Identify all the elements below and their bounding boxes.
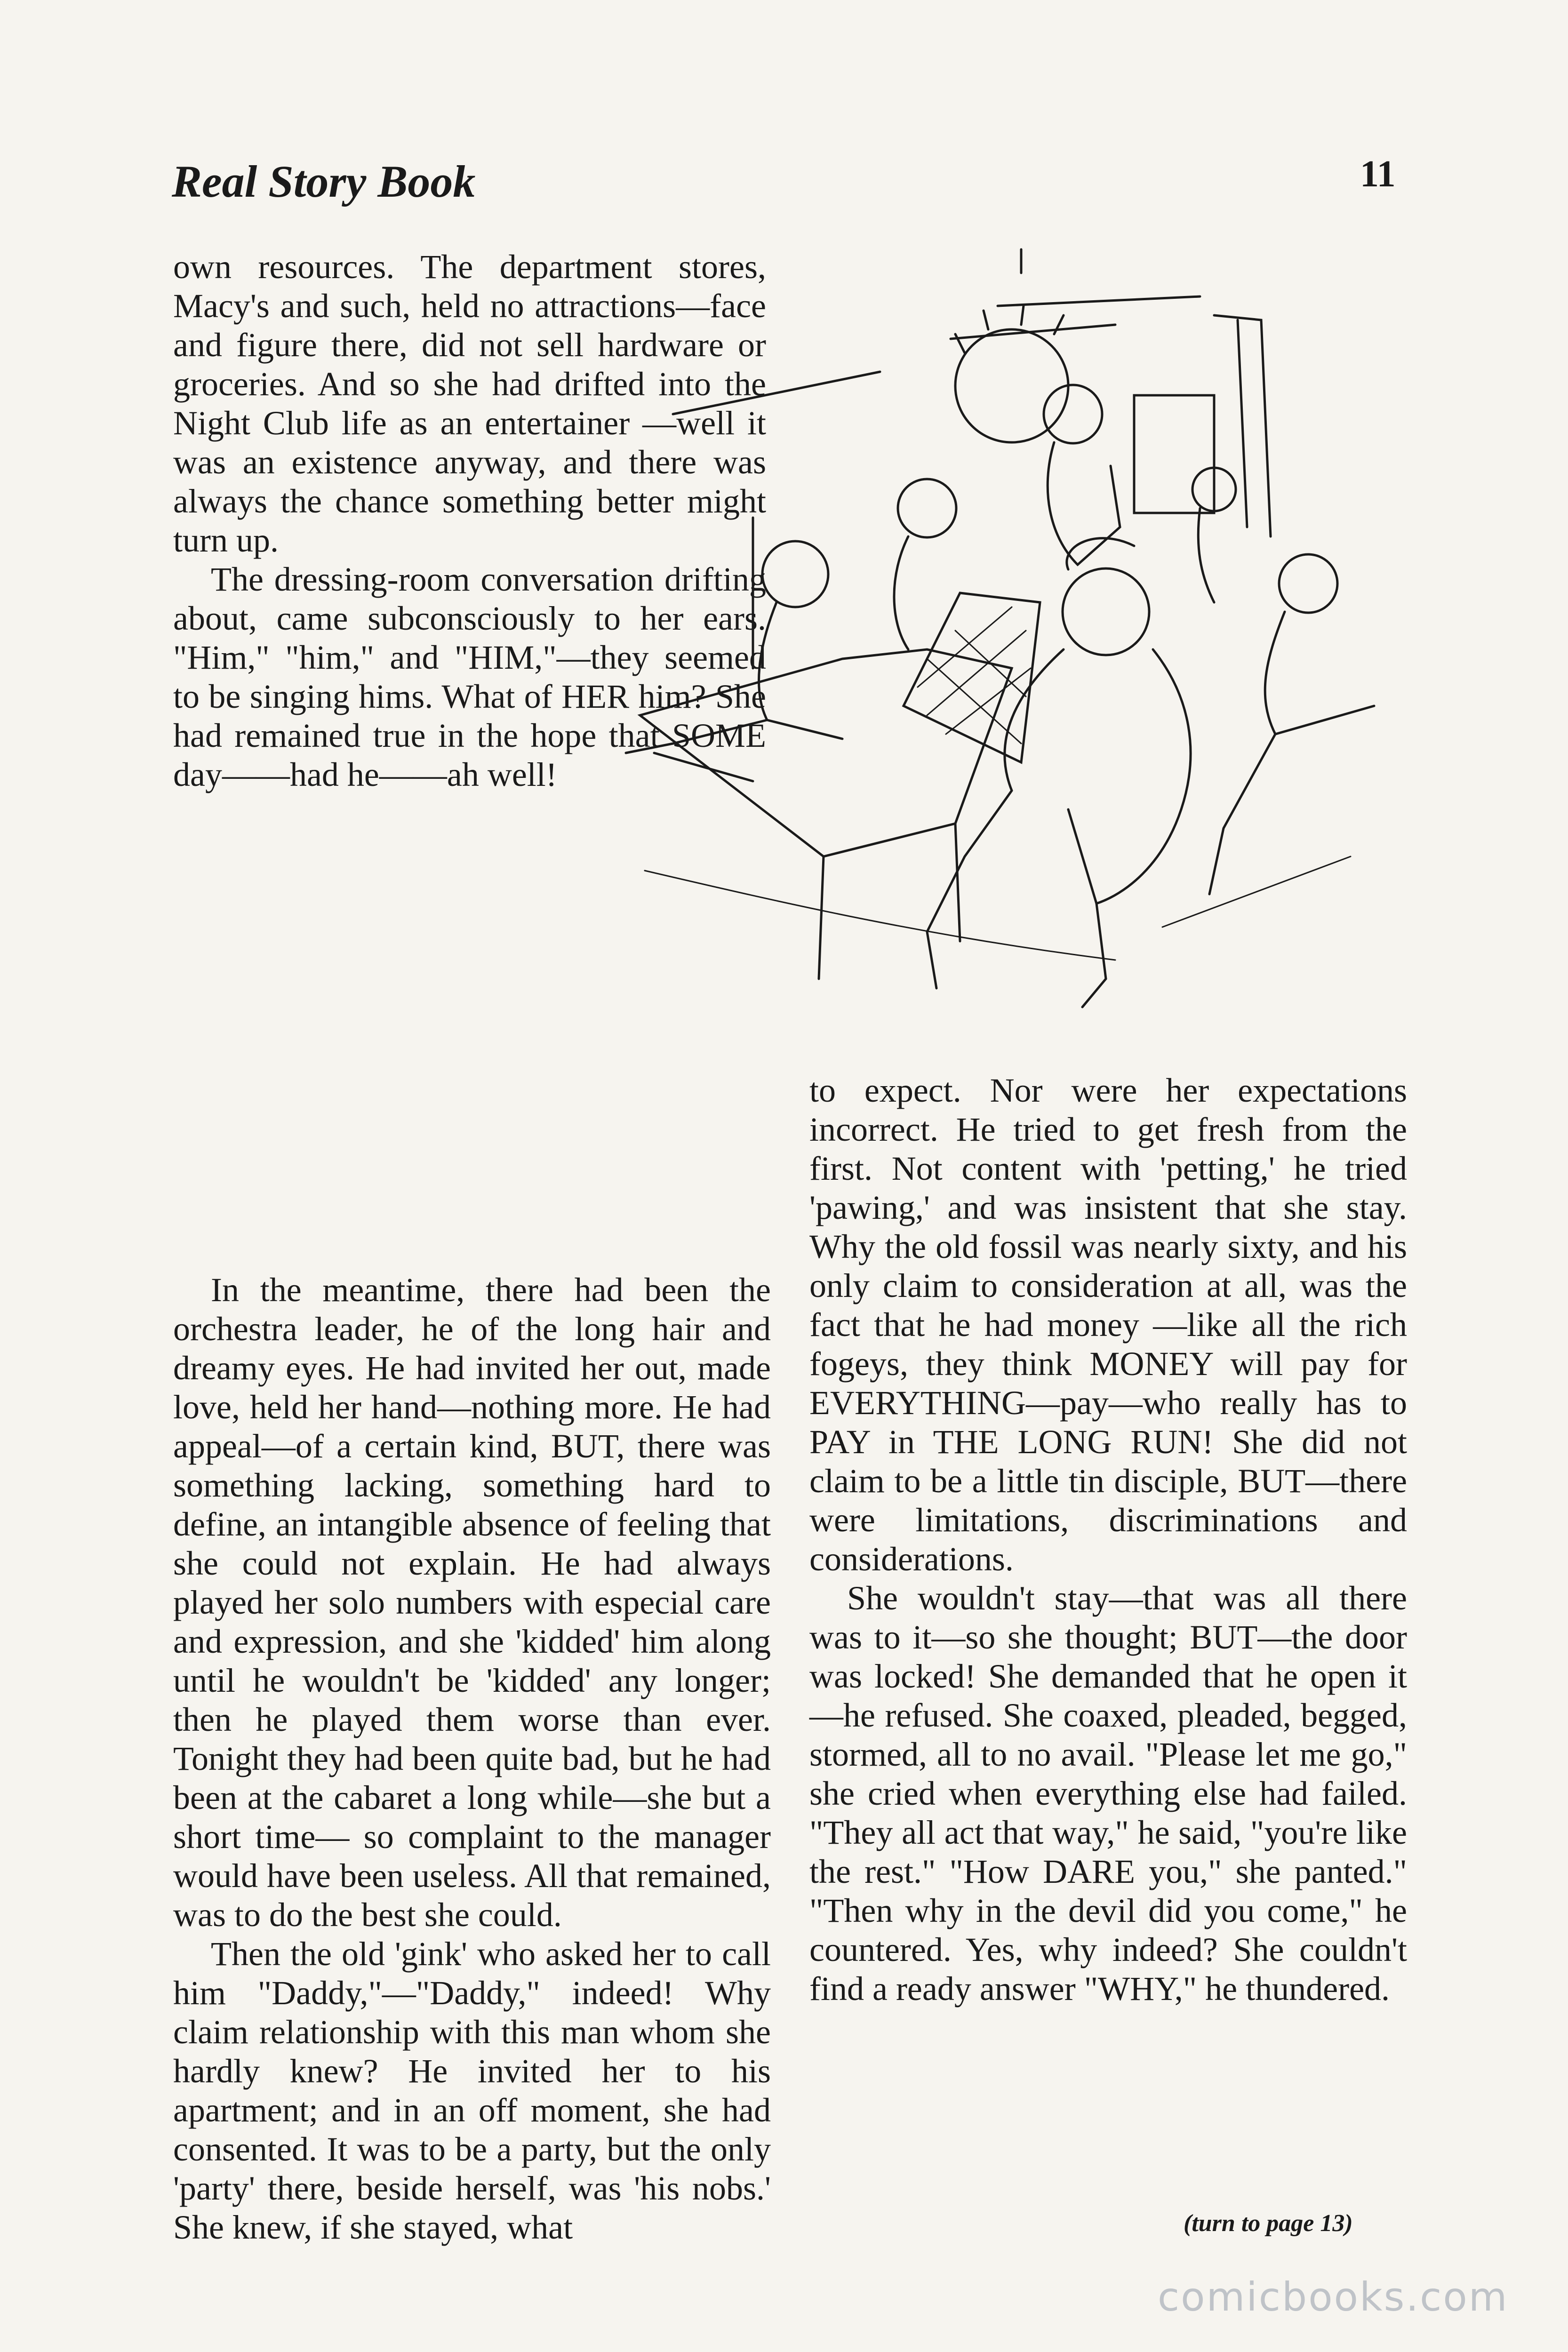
paragraph-left-4: Then the old 'gink' who asked her to call him "Daddy,"—"Daddy," indeed! Why claim relationship with this man whom she hardly knew? He invited her to his apartment; and in an off moment, she had consented. It was to be a party, but the only 'party' there, beside herself, was 'his nobs.' She knew, if she stayed, what (173, 1935, 771, 2246)
right-column (809, 1071, 1407, 2008)
page-header (0, 0, 1568, 235)
paragraph-right-1: to expect. Nor were her expectations incorrect. He tried to get fresh from the first. Not content with 'petting,' he tried 'pawing,' and was insistent that she stay. Why the old fossil was nearly sixty, and his only claim to consideration at all, was the fact that he had money —like all the rich fogeys, they think MONEY will pay for EVERYTHING—pay—who really has to PAY in THE LONG RUN! She did not claim to be a little tin disciple, BUT—there were limitations, discriminations and considerations. (809, 1072, 1407, 1578)
left-column-top (173, 248, 766, 794)
paragraph-left-2: The dressing-room conversation drifting about, came subconsciously to her ears. "Him," "him," and "HIM,"—they seemed to be singing hims. What of HER him? She had remained true in the hope that SOME day——had he——ah well! (173, 560, 766, 793)
paragraph-left-1: own resources. The department stores, Macy's and such, held no attractions—face and figure there, did not sell hardware or groceries. And so she had drifted into the Night Club life as an entertainer —well it was an existence anyway, and there was always the chance something better might turn up. (173, 248, 766, 559)
magazine-title: Real Story Book (172, 156, 476, 207)
watermark: comicbooks.com (1158, 2274, 1509, 2320)
paragraph-right-2: She wouldn't stay—that was all there was to it—so she thought; BUT—the door was locked! She demanded that he open it—he refused. She coaxed, pleaded, begged, stormed, all to no avail. "Please let me go," she cried when everything else had failed. "They all act that way," he said, "you're like the rest." "How DARE you," she panted." "Then why in the devil did you come," he countered. Yes, why indeed? She couldn't find a ready answer "WHY," he thundered. (809, 1579, 1407, 2008)
page-number: 11 (1360, 153, 1396, 195)
paragraph-left-3: In the meantime, there had been the orchestra leader, he of the long hair and dreamy eyes. He had invited her out, made love, held her hand—nothing more. He had appeal—of a certain kind, BUT, there was something lacking, something hard to define, an intangible absence of feeling that she could not explain. He had always played her solo numbers with especial care and expression, and she 'kidded' him along until he wouldn't be 'kidded' any longer; then he played them worse than ever. Tonight they had been quite bad, but he had been at the cabaret a long while—she but a short time— so complaint to the manager would have been useless. All that remained, was to do the best she could. (173, 1271, 771, 1934)
left-column-bottom (173, 1271, 771, 2247)
continued-note: (turn to page 13) (1184, 2210, 1353, 2237)
